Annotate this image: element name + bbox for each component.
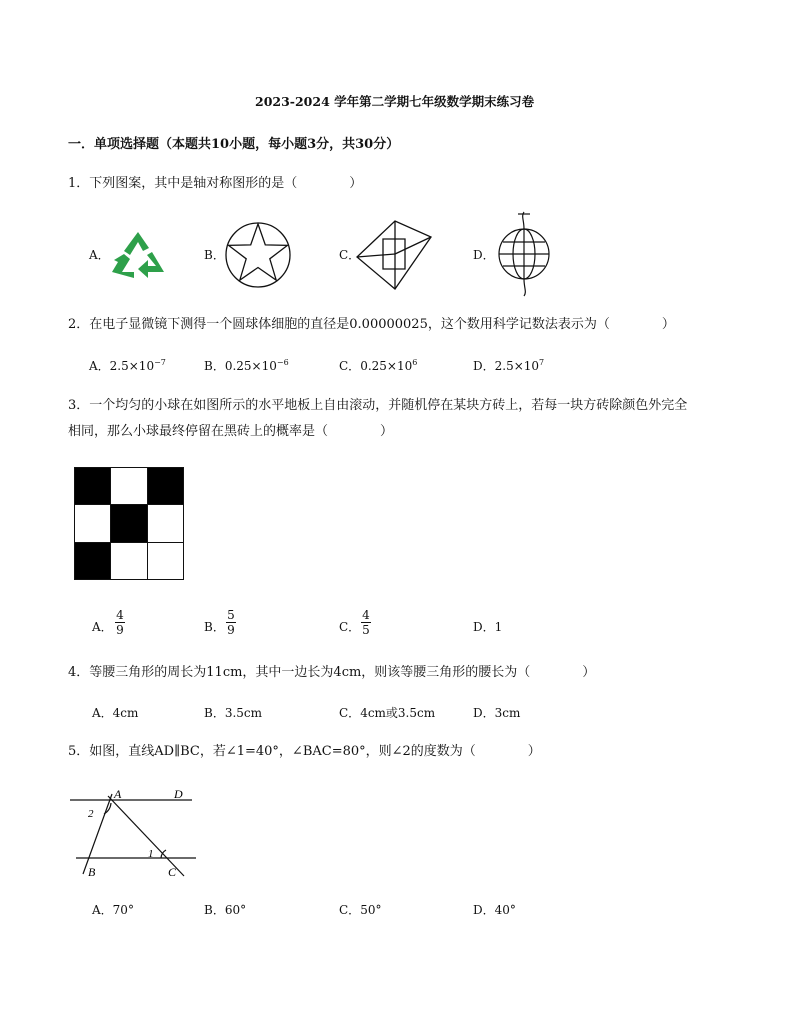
q2-option-b: B．$0.25\times 10^{-6}$: [204, 358, 289, 373]
floor-tile-white: [110, 542, 147, 580]
q3-option-c-fraction: 4 5: [362, 608, 370, 637]
floor-tile-white: [74, 504, 111, 542]
q1-option-d-label: D．: [473, 248, 495, 262]
floor-tile-grid: [74, 467, 183, 579]
q5-option-d: D．40°: [473, 903, 516, 917]
section-heading: 一．单项选择题（本题共10小题，每小题3分，共30分）: [68, 137, 400, 152]
label-angle-1: 1: [148, 848, 154, 860]
q3-option-c-label: C．: [339, 620, 361, 634]
globe-icon: [494, 210, 554, 298]
question-4-stem: 4．等腰三角形的周长为11cm，其中一边长为4cm，则该等腰三角形的腰长为（ ）: [68, 665, 596, 680]
label-point-c: C: [168, 865, 177, 879]
parallel-lines-figure: [68, 784, 203, 884]
q2-option-c: C．$0.25\times 10^6$: [339, 358, 418, 373]
question-5-stem: 5．如图，直线AD∥BC，若∠1=40°，∠BAC=80°，则∠2的度数为（ ）: [68, 744, 541, 759]
label-point-b: B: [88, 865, 96, 879]
page-title: 2023-2024 学年第二学期七年级数学期末练习卷: [255, 94, 535, 109]
q2-option-d: D．$2.5\times 10^7$: [473, 358, 545, 373]
q3-option-d: D．1: [473, 620, 503, 634]
q4-option-d: D．3cm: [473, 706, 521, 720]
floor-tile-white: [110, 467, 147, 505]
recycle-icon: [108, 228, 168, 280]
q4-option-a: A．4cm: [92, 706, 139, 720]
label-point-a: A: [114, 787, 122, 801]
q3-option-a-label: A．: [92, 620, 113, 634]
label-point-d: D: [174, 787, 183, 801]
floor-tile-white: [147, 504, 184, 542]
q2-option-a: A．$2.5\times 10^{-7}$: [89, 358, 166, 373]
q3-option-b-label: B．: [204, 620, 225, 634]
q4-option-b: B．3.5cm: [204, 706, 263, 720]
q4-option-c: C．4cm或3.5cm: [339, 706, 436, 720]
floor-tile-black: [74, 542, 111, 580]
floor-tile-black: [74, 467, 111, 505]
q3-option-a-fraction: 4 9: [116, 608, 124, 637]
q5-option-b: B．60°: [204, 903, 247, 917]
floor-tile-white: [147, 542, 184, 580]
star-in-circle-icon: [224, 221, 292, 289]
q5-option-c: C．50°: [339, 903, 382, 917]
label-angle-2: 2: [88, 808, 94, 820]
floor-tile-black: [147, 467, 184, 505]
question-1-stem: 1．下列图案，其中是轴对称图形的是（ ）: [68, 176, 363, 191]
q3-option-b-fraction: 5 9: [227, 608, 235, 637]
square-pinwheel-icon: [355, 219, 435, 291]
q1-option-b-label: B．: [204, 248, 225, 262]
q5-option-a: A．70°: [92, 903, 134, 917]
q1-option-a-label: A．: [89, 248, 110, 262]
question-2-stem: 2．在电子显微镜下测得一个圆球体细胞的直径是0.00000025，这个数用科学记数法表示为（ ）: [68, 317, 675, 332]
question-3-stem-line1: 3．一个均匀的小球在如图所示的水平地板上自由滚动，并随机停在某块方砖上，若每一块方砖除颜色外完全: [68, 398, 688, 413]
floor-tile-black: [110, 504, 147, 542]
question-3-stem-line2: 相同，那么小球最终停留在黑砖上的概率是（ ）: [68, 424, 394, 439]
q1-option-c-label: C．: [339, 248, 361, 262]
